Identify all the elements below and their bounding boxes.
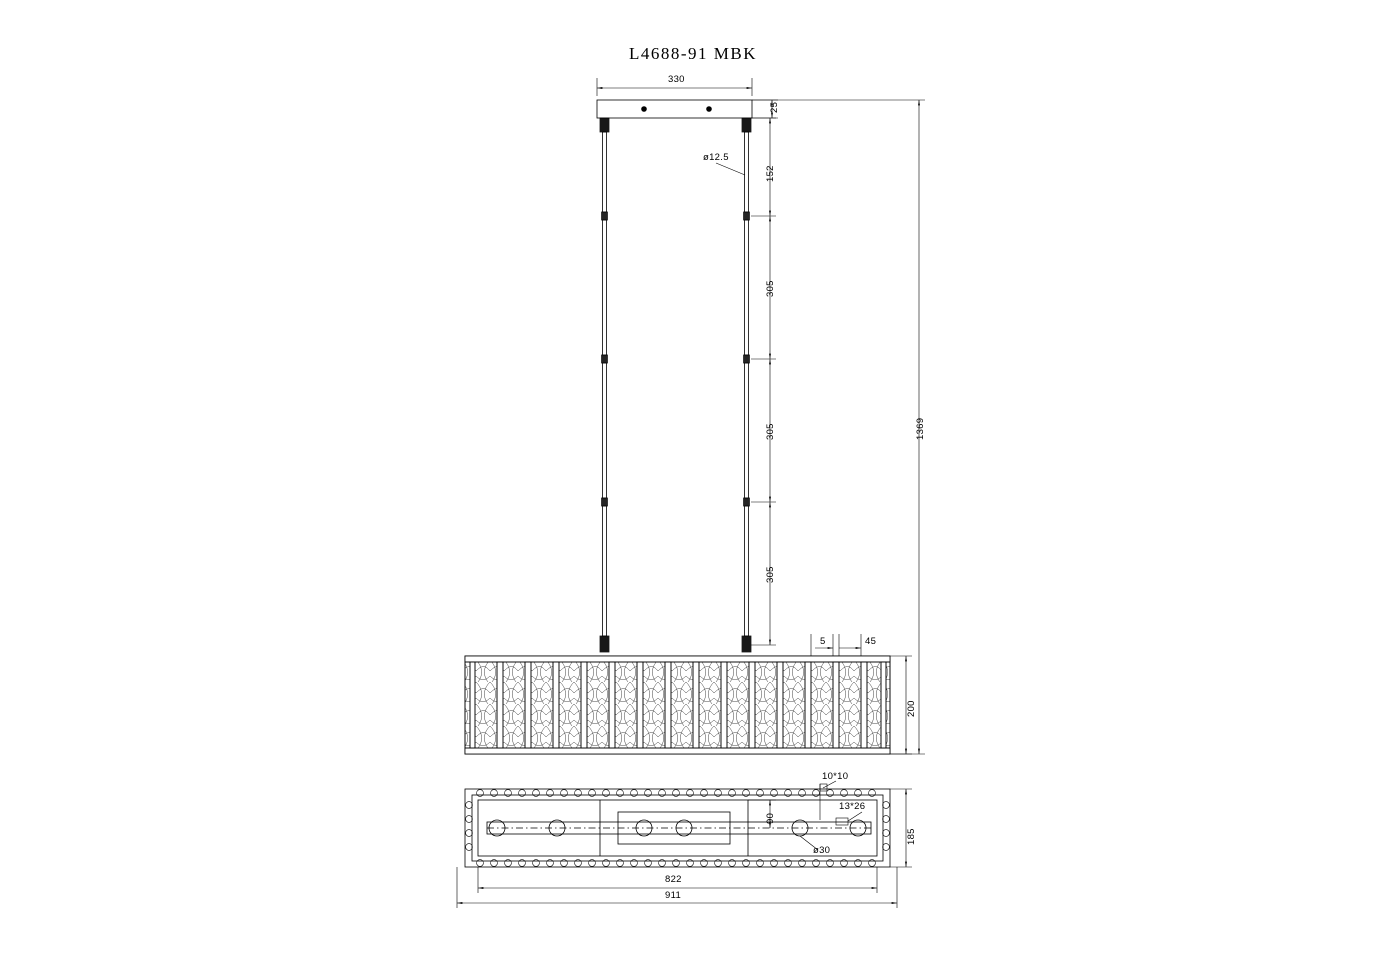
dim-overall-length: 911 xyxy=(665,890,682,901)
dim-rod-seg-1: 152 xyxy=(765,165,776,182)
dim-overall-height: 1369 xyxy=(915,417,926,440)
dim-slat-gap: 5 xyxy=(820,636,826,647)
dim-bracket-size: 13*26 xyxy=(839,801,866,812)
dim-canopy-thickness: 25 xyxy=(769,101,780,113)
dim-inner-length: 822 xyxy=(665,874,682,885)
dim-plate-hole: 10*10 xyxy=(822,771,849,782)
front-elevation-geometry xyxy=(465,100,890,754)
dim-slat-width: 45 xyxy=(865,636,877,647)
front-elevation-dimensions xyxy=(597,78,925,754)
dim-plan-depth: 185 xyxy=(906,828,917,845)
dim-rod-diameter: ø12.5 xyxy=(703,152,729,163)
page-title: L4688-91 MBK xyxy=(628,44,758,63)
dim-rod-seg-2: 305 xyxy=(765,280,776,297)
dim-inner-offset: 90 xyxy=(765,812,776,824)
dim-rod-seg-4: 305 xyxy=(765,566,776,583)
dim-rod-seg-3: 305 xyxy=(765,423,776,440)
dim-shade-height: 200 xyxy=(906,700,917,717)
dim-canopy-width: 330 xyxy=(668,74,685,85)
dim-socket-diameter: ø30 xyxy=(813,845,831,856)
